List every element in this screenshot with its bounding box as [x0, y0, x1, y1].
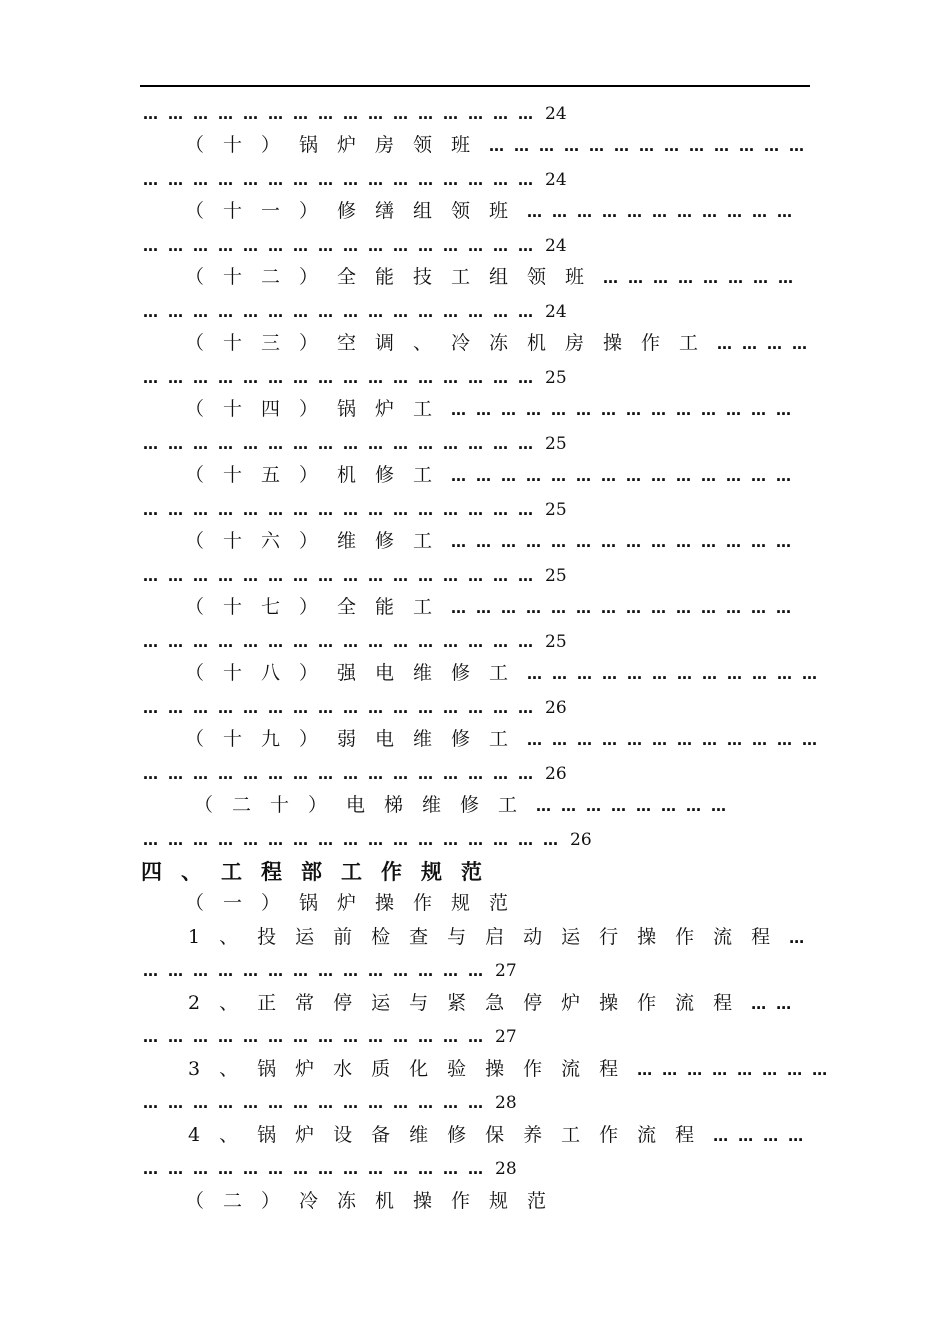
toc-entry[interactable]: （十三）空调、冷冻机房操作工…………: [185, 332, 818, 354]
page-number: 24: [545, 302, 567, 322]
page-number: 28: [495, 1159, 517, 1179]
page-number: 26: [545, 764, 567, 784]
toc-line: ………………………………………… 25: [143, 632, 567, 652]
toc-line: ………………………………………… 25: [143, 566, 567, 586]
page-number: 24: [545, 170, 567, 190]
toc-line: …………………………………… 28: [143, 1093, 517, 1113]
page-number: 27: [495, 1027, 517, 1047]
toc-line: ………………………………………… 26: [143, 698, 567, 718]
toc-line: ………………………………………… 24: [143, 104, 567, 124]
page-number: 25: [545, 434, 567, 454]
toc-entry[interactable]: （二十）电梯维修工……………………: [194, 794, 737, 816]
toc-entry[interactable]: 4、锅炉设备维修保养工作流程…………: [188, 1124, 814, 1146]
toc-line: …………………………………… 28: [143, 1159, 517, 1179]
toc-entry[interactable]: 3、锅炉水质化验操作流程……………………: [188, 1058, 838, 1080]
toc-entry[interactable]: （十七）全能工……………………………………: [185, 596, 802, 618]
toc-line: ………………………………………… 24: [143, 170, 567, 190]
page-number: 24: [545, 236, 567, 256]
toc-entry[interactable]: （二）冷冻机操作规范: [185, 1190, 566, 1212]
page-number: 25: [545, 500, 567, 520]
section-heading: 四、工程部工作规范: [141, 860, 501, 884]
toc-entry[interactable]: （十八）强电维修工………………………………: [185, 662, 828, 684]
toc-line: …………………………………… 27: [143, 961, 517, 981]
toc-entry[interactable]: （十六）维修工……………………………………: [185, 530, 802, 552]
page-number: 25: [545, 368, 567, 388]
page-number: 24: [545, 104, 567, 124]
toc-entry[interactable]: （十五）机修工……………………………………: [185, 464, 802, 486]
toc-line: …………………………………… 27: [143, 1027, 517, 1047]
page-number: 25: [545, 632, 567, 652]
page-number: 27: [495, 961, 517, 981]
toc-entry[interactable]: （一）锅炉操作规范: [185, 892, 528, 914]
toc-entry[interactable]: （十二）全能技工组领班……………………: [185, 266, 804, 288]
page-number: 26: [570, 830, 592, 850]
toc-line: ………………………………………… 25: [143, 434, 567, 454]
toc-entry[interactable]: （十）锅炉房领班…………………………………: [185, 134, 815, 156]
toc-entry[interactable]: （十九）弱电维修工………………………………: [185, 728, 828, 750]
toc-entry[interactable]: （十四）锅炉工……………………………………: [185, 398, 802, 420]
toc-line: …………………………………………… 26: [143, 830, 592, 850]
toc-entry[interactable]: 1、投运前检查与启动运行操作流程…: [188, 926, 815, 948]
toc-line: ………………………………………… 25: [143, 500, 567, 520]
page-number: 28: [495, 1093, 517, 1113]
toc-entry[interactable]: （十一）修缮组领班……………………………: [185, 200, 803, 222]
toc-line: ………………………………………… 24: [143, 302, 567, 322]
toc-line: ………………………………………… 26: [143, 764, 567, 784]
page-number: 26: [545, 698, 567, 718]
toc-line: ………………………………………… 25: [143, 368, 567, 388]
header-rule: [140, 85, 810, 87]
toc-entry[interactable]: 2、正常停运与紧急停炉操作流程……: [188, 992, 802, 1014]
page-number: 25: [545, 566, 567, 586]
toc-line: ………………………………………… 24: [143, 236, 567, 256]
